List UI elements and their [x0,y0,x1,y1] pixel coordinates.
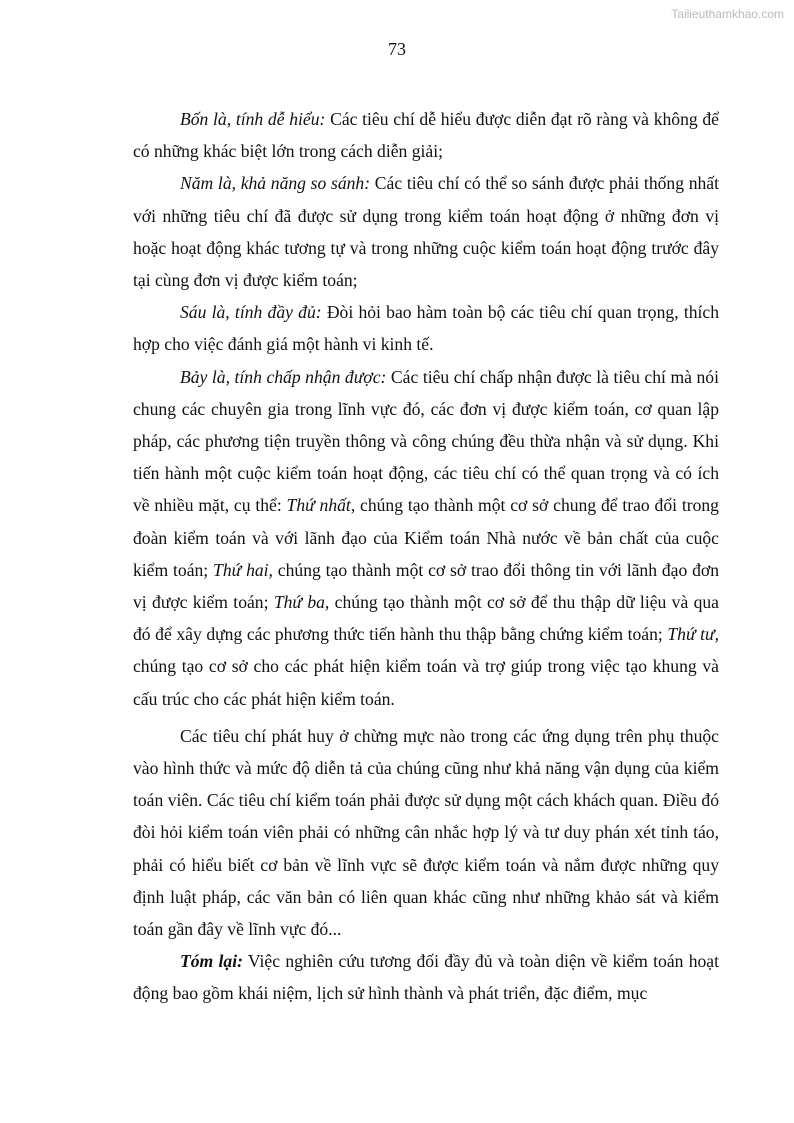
paragraph-criteria-7 [133,361,719,715]
paragraph-text: Việc nghiên cứu tương đối đầy đủ và toàn diện về kiểm toán hoạt động bao gồm khái niệm, lịch sử hình thành và phát triển, đặc điểm, mục [133,951,719,1004]
paragraph-text: Đòi hỏi bao hàm toàn bộ các tiêu chí quan trọng, thích hợp cho việc đánh giá một hành vi kinh tế. [133,302,719,355]
paragraph-text: chúng tạo thành một cơ sở để thu thập dữ liệu và qua đó để xây dựng các phương thức tiến hành thu thập bằng chứng kiểm toán; [133,592,719,645]
paragraph-lead: Năm là, khả năng so sánh: [180,173,371,194]
page-number: 73 [388,39,406,59]
paragraph-text: Các tiêu chí chấp nhận được là tiêu chí mà nói chung các chuyên gia trong lĩnh vực đó, các đơn vị được kiểm toán, cơ quan lập pháp, các phương tiện truyền thông và công chúng đều thừa nhận và sử dụng. Khi tiến hành một cuộc kiểm toán hoạt động, các tiêu chí có thể quan trọng và có ích về nhiều mặt, cụ thể: [133,366,719,516]
paragraph-text: Các tiêu chí có thể so sánh được phải thống nhất với những tiêu chí đã được sử dụng trong kiểm toán hoạt động ở những đơn vị hoặc hoạt động khác tương tự và trong những cuộc kiểm toán hoạt động trước đây tại cùng đơn vị được kiểm toán; [133,173,719,291]
enumeration-label: Thứ nhất, [286,495,356,516]
paragraph-lead: Bảy là, tính chấp nhận được: [180,366,387,387]
paragraph-text: Các tiêu chí dễ hiểu được diễn đạt rõ ràng và không để có những khác biệt lớn trong cách diễn giải; [133,109,719,162]
paragraph-text: chúng tạo thành một cơ sở chung để trao đổi trong đoàn kiểm toán và với lãnh đạo của Kiểm toán Nhà nước về bản chất của cuộc kiểm toán; [133,495,719,580]
paragraph-lead: Sáu là, tính đầy đủ: [180,302,322,323]
paragraph-criteria-4 [133,103,719,167]
paragraph-criteria-6 [133,296,719,360]
summary-lead: Tóm lại: [180,951,243,972]
paragraph-summary [133,945,719,1009]
enumeration-label: Thứ ba, [273,592,330,613]
watermark: Tailieuthamkhao.com [671,7,784,21]
paragraph-lead: Bốn là, tính dễ hiểu: [180,109,326,129]
paragraph-text: chúng tạo thành một cơ sở trao đổi thông tin với lãnh đạo đơn vị được kiểm toán; [133,559,719,613]
paragraph-criteria-5 [133,167,719,296]
enumeration-label: Thứ hai, [213,559,273,580]
enumeration-label: Thứ tư, [667,624,719,645]
document-body [133,103,719,1010]
paragraph-text: chúng tạo cơ sở cho các phát hiện kiểm toán và trợ giúp trong việc tạo khung và cấu trúc cho các phát hiện kiểm toán. [133,656,719,709]
paragraph-application: Các tiêu chí phát huy ở chừng mực nào trong các ứng dụng trên phụ thuộc vào hình thức và mức độ diễn tả của chúng cũng như khả năng vận dụng của kiểm toán viên. Các tiêu chí kiểm toán phải được sử dụng một cách khách quan. Điều đó đòi hỏi kiểm toán viên phải có những cân nhắc hợp lý và tư duy phán xét tỉnh táo, phải có hiểu biết cơ bản về lĩnh vực sẽ được kiểm toán và nắm được những quy định luật pháp, các văn bản có liên quan khác cũng như những khảo sát và kiểm toán gần đây về lĩnh vực đó... [133,725,719,940]
